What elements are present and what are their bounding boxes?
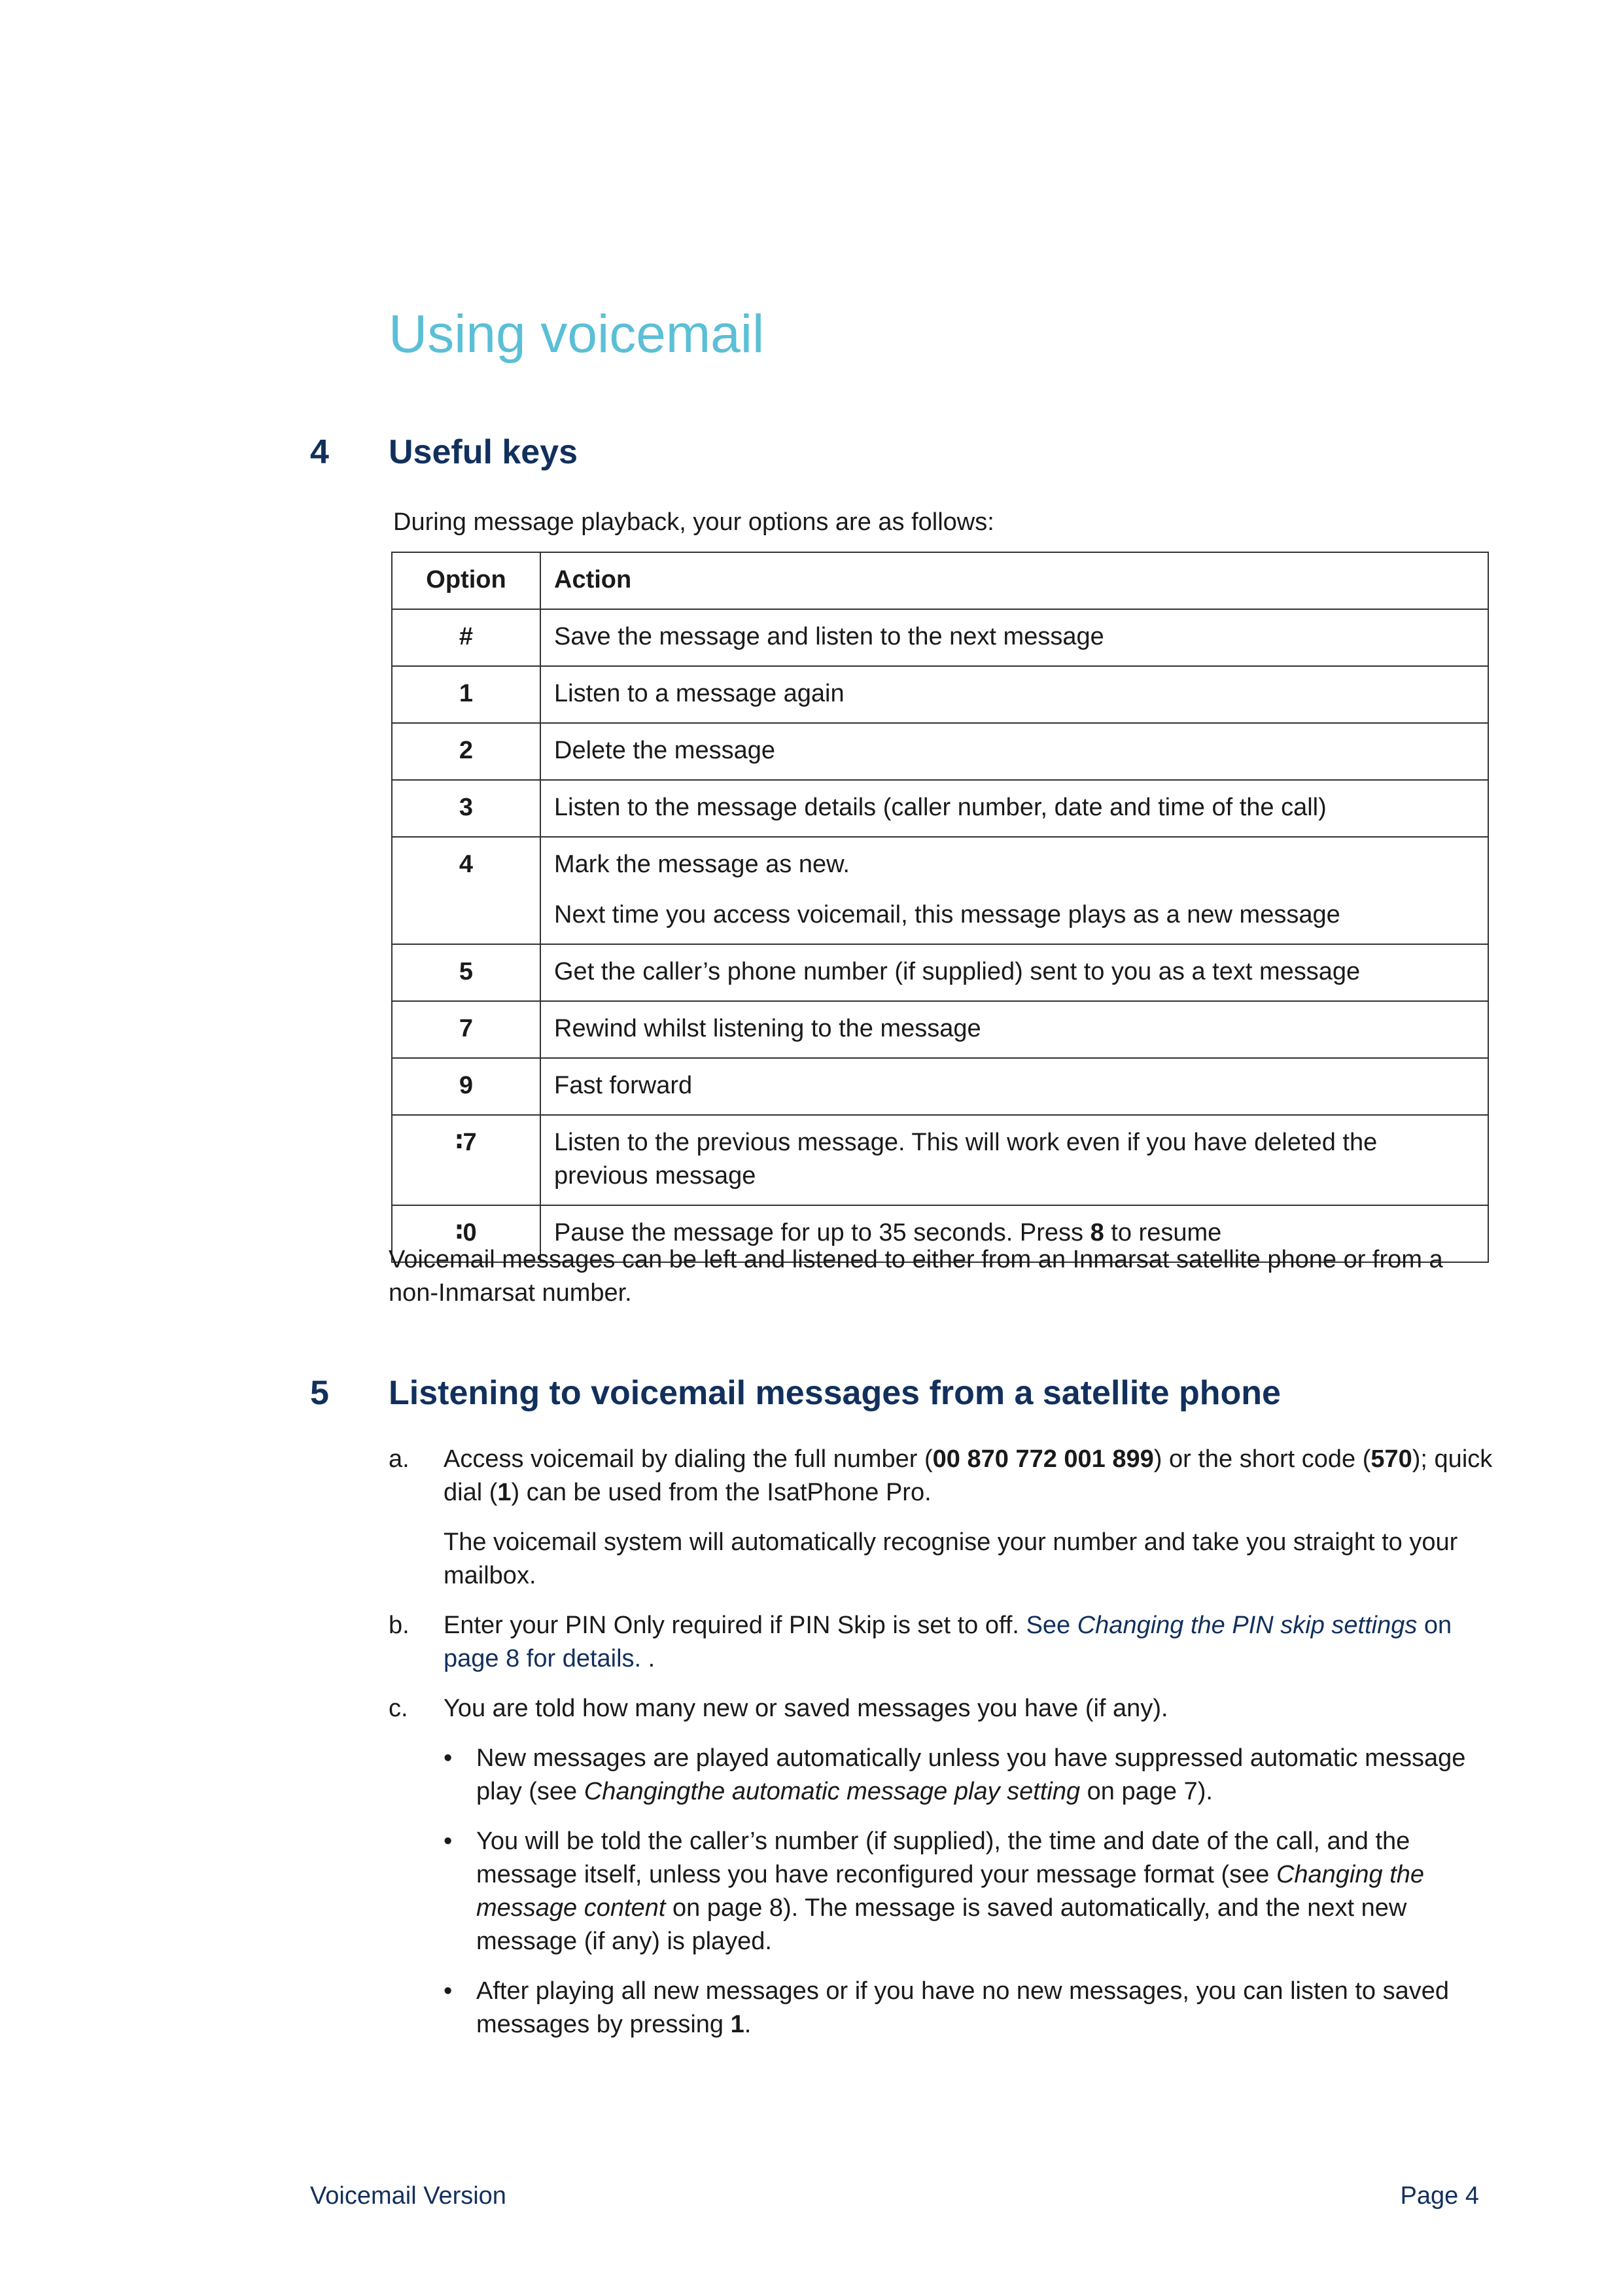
- link-text: Changing the PIN skip settings: [1077, 1612, 1418, 1639]
- action-cell: [540, 1001, 1488, 1058]
- action-cell: [540, 1058, 1488, 1115]
- action-text: Save the message and listen to the next message: [554, 623, 1104, 650]
- step-c: [389, 1692, 1494, 2041]
- table-row: [392, 1001, 1488, 1058]
- section-title: Listening to voicemail messages from a satellite phone: [389, 1374, 1281, 1412]
- action-cell: [540, 837, 1488, 944]
- section-title: Useful keys: [389, 433, 578, 471]
- step-letter: a.: [389, 1445, 410, 1473]
- option-key: 4: [392, 837, 540, 944]
- list-item: [444, 1975, 1494, 2041]
- text-part: New messages are played automatically unless you have suppressed automatic message play (see: [476, 1744, 1466, 1805]
- table-header-row: [392, 552, 1488, 609]
- action-cell: [540, 1115, 1488, 1205]
- option-key: 2: [392, 723, 540, 780]
- text-part: After playing all new messages or if you have no new messages, you can listen to saved messages by pressing: [476, 1977, 1450, 2038]
- action-text: Delete the message: [554, 737, 775, 764]
- useful-keys-table: [391, 552, 1489, 1263]
- text-part: .: [744, 2011, 752, 2038]
- step-a: [389, 1443, 1494, 1593]
- text-part: ) can be used from the IsatPhone Pro.: [511, 1479, 932, 1506]
- action-cell: [540, 609, 1488, 666]
- step-b: [389, 1609, 1494, 1676]
- action-text: Rewind whilst listening to the message: [554, 1015, 981, 1042]
- table-row: [392, 1115, 1488, 1205]
- option-key: 1: [392, 666, 540, 723]
- text-part: You will be told the caller’s number (if supplied), the time and date of the call, and the message itself, unless you have reconfigured your message format (see: [476, 1828, 1410, 1888]
- table-row: [392, 780, 1488, 837]
- step-letter: c.: [389, 1695, 408, 1722]
- action-text: Listen to the previous message. This will work even if you have deleted the previous message: [554, 1129, 1378, 1190]
- bullet-icon: •: [444, 1744, 453, 1772]
- link-text: See: [1026, 1612, 1077, 1639]
- quick-dial-key: 1: [497, 1479, 512, 1506]
- text-part: Changing the message content: [476, 1861, 1425, 1922]
- action-cell: [540, 780, 1488, 837]
- section-number: 4: [310, 433, 329, 471]
- text-part: .: [641, 1645, 655, 1672]
- text-part: Enter your PIN Only required if PIN Skip is set to off.: [444, 1612, 1026, 1639]
- section-5-heading: [310, 1373, 1281, 1413]
- steps-list: [389, 1443, 1494, 2058]
- action-text: Get the caller’s phone number (if supplied) sent to you as a text message: [554, 958, 1361, 985]
- action-text: Next time you access voicemail, this message plays as a new message: [554, 901, 1340, 928]
- option-key: 7: [392, 1001, 540, 1058]
- table-row: [392, 1058, 1488, 1115]
- bullet-icon: •: [444, 1977, 453, 2005]
- full-number: 00 870 772 001 899: [932, 1445, 1154, 1473]
- option-key: 3: [392, 780, 540, 837]
- text-part: ); quick dial (: [444, 1445, 1493, 1506]
- table-intro: During message playback, your options are as follows:: [393, 508, 994, 536]
- action-text-part: to resume: [1104, 1219, 1222, 1246]
- step-text: The voicemail system will automatically recognise your number and take you straight to your mailbox.: [444, 1528, 1458, 1589]
- action-cell: [540, 944, 1488, 1001]
- step-text: You are told how many new or saved messages you have (if any).: [444, 1695, 1168, 1722]
- option-key: 5: [392, 944, 540, 1001]
- table-row: [392, 723, 1488, 780]
- list-item: [444, 1742, 1494, 1809]
- link-text: on page 8 for details.: [444, 1612, 1452, 1672]
- table-row: [392, 837, 1488, 944]
- step-text: [444, 1443, 1494, 1510]
- table-row: [392, 666, 1488, 723]
- bullet-icon: •: [444, 1828, 453, 1855]
- list-item: [444, 1825, 1494, 1958]
- section-4-heading: [310, 432, 578, 472]
- action-text-part: Pause the message for up to 35 seconds. Press: [554, 1219, 1091, 1246]
- action-text: Mark the message as new.: [554, 851, 850, 878]
- text-part: ) or the short code (: [1153, 1445, 1371, 1473]
- table-row: [392, 609, 1488, 666]
- step-letter: b.: [389, 1612, 410, 1639]
- footer-document-name: Voicemail Version: [310, 2182, 506, 2210]
- action-text: Listen to a message again: [554, 680, 845, 707]
- action-text: Fast forward: [554, 1072, 693, 1099]
- bullet-list: [444, 1742, 1494, 2041]
- text-part: on page 7).: [1080, 1778, 1213, 1805]
- column-header-action: Action: [540, 552, 1488, 609]
- text-part: Access voicemail by dialing the full number (: [444, 1445, 933, 1473]
- option-key: 9: [392, 1058, 540, 1115]
- step-text: [444, 1609, 1494, 1676]
- resume-key: 8: [1090, 1219, 1104, 1246]
- saved-messages-key: 1: [730, 2011, 744, 2038]
- text-part: Changingthe automatic message play setting: [584, 1778, 1081, 1805]
- footer-page-number: Page 4: [1400, 2182, 1479, 2210]
- option-key: #: [392, 609, 540, 666]
- action-cell: [540, 723, 1488, 780]
- short-code: 570: [1370, 1445, 1412, 1473]
- voicemail-access-note: Voicemail messages can be left and listened to either from an Inmarsat satellite phone or from a non-Inmarsat number.: [389, 1246, 1443, 1307]
- section-number: 5: [310, 1374, 329, 1412]
- action-text: Listen to the message details (caller number, date and time of the call): [554, 794, 1327, 821]
- page-title: Using voicemail: [389, 304, 765, 364]
- action-cell: [540, 666, 1488, 723]
- column-header-option: Option: [392, 552, 540, 609]
- option-key: ∶0: [392, 1205, 540, 1262]
- text-part: on page 8). The message is saved automatically, and the next new message (if any) is played.: [476, 1894, 1407, 1955]
- table-row: [392, 944, 1488, 1001]
- option-key: ∶7: [392, 1115, 540, 1205]
